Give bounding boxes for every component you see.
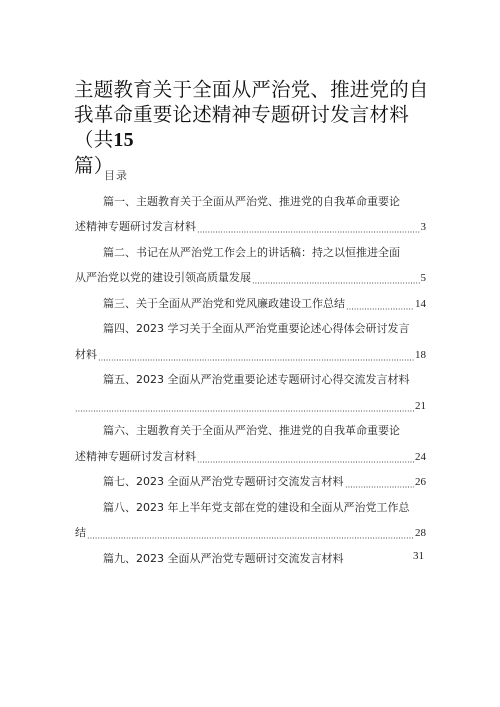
toc-page-number: 18 <box>415 348 426 361</box>
toc-entry[interactable] <box>75 365 426 416</box>
title-prefix: 主题教育关于全面从严治党、推进党的自我革命重要论述精神专题研讨发言材料（共 <box>74 78 429 151</box>
dot-leader <box>197 451 414 463</box>
toc-page-number: 14 <box>415 297 426 310</box>
toc-entry-text-cont: 述精神专题研讨发言材料 <box>75 220 196 233</box>
title-suffix: 篇） <box>74 154 114 177</box>
toc-page-number: 28 <box>415 527 426 539</box>
toc-entry-text: 篇七、2023 全面从严治党专题研讨交流发言材料 <box>103 475 344 488</box>
toc-entry[interactable] <box>75 543 426 569</box>
toc-entry-text: 篇五、2023 全面从严治党重要论述专题研讨心得交流发言材料 <box>103 373 410 386</box>
document-title <box>74 77 434 178</box>
dot-leader <box>197 221 420 233</box>
dot-leader <box>345 476 415 488</box>
toc-entry[interactable] <box>75 467 426 493</box>
dot-leader <box>87 527 414 539</box>
toc-entry[interactable] <box>75 492 426 543</box>
toc-page-number: 24 <box>415 450 426 463</box>
toc-entry-text-cont: 材料 <box>75 347 97 361</box>
toc-page-number: 26 <box>415 476 426 488</box>
dot-leader <box>75 400 414 412</box>
toc-entry[interactable] <box>75 186 426 237</box>
table-of-contents <box>75 186 426 569</box>
toc-entry-text: 篇二、书记在从严治党工作会上的讲话稿：持之以恒推进全面 <box>103 245 400 259</box>
toc-page-number: 3 <box>420 221 426 233</box>
toc-entry-text-cont: 结 <box>75 526 86 539</box>
toc-page-number: 31 <box>413 549 424 562</box>
dot-leader <box>252 272 420 284</box>
dot-leader <box>98 349 414 361</box>
title-count: 15 <box>113 129 134 151</box>
toc-entry-text-cont: 从严治党以党的建设引领高质量发展 <box>75 271 251 284</box>
toc-label: 目录 <box>104 169 128 182</box>
toc-page-number: 21 <box>415 399 426 412</box>
toc-entry-text: 篇九、2023 全面从严治党专题研讨交流发言材料 <box>103 551 344 565</box>
toc-entry-text: 篇六、主题教育关于全面从严治党、推进党的自我革命重要论 <box>103 424 400 437</box>
toc-entry-text: 篇八、2023 年上半年党支部在党的建设和全面从严治党工作总 <box>103 500 410 514</box>
toc-entry[interactable] <box>75 314 426 365</box>
toc-entry[interactable] <box>75 416 426 467</box>
toc-entry-text: 篇三、关于全面从严治党和党风廉政建设工作总结 <box>103 296 345 310</box>
toc-entry-text: 篇一、主题教育关于全面从严治党、推进党的自我革命重要论 <box>103 194 400 208</box>
toc-entry-text-cont: 述精神专题研讨发言材料 <box>75 449 196 463</box>
toc-entry[interactable] <box>75 288 426 314</box>
toc-page-number: 5 <box>420 272 426 284</box>
toc-entry[interactable] <box>75 237 426 288</box>
dot-leader <box>346 298 414 310</box>
toc-entry-text: 篇四、2023 学习关于全面从严治党重要论述心得体会研讨发言 <box>103 322 410 335</box>
